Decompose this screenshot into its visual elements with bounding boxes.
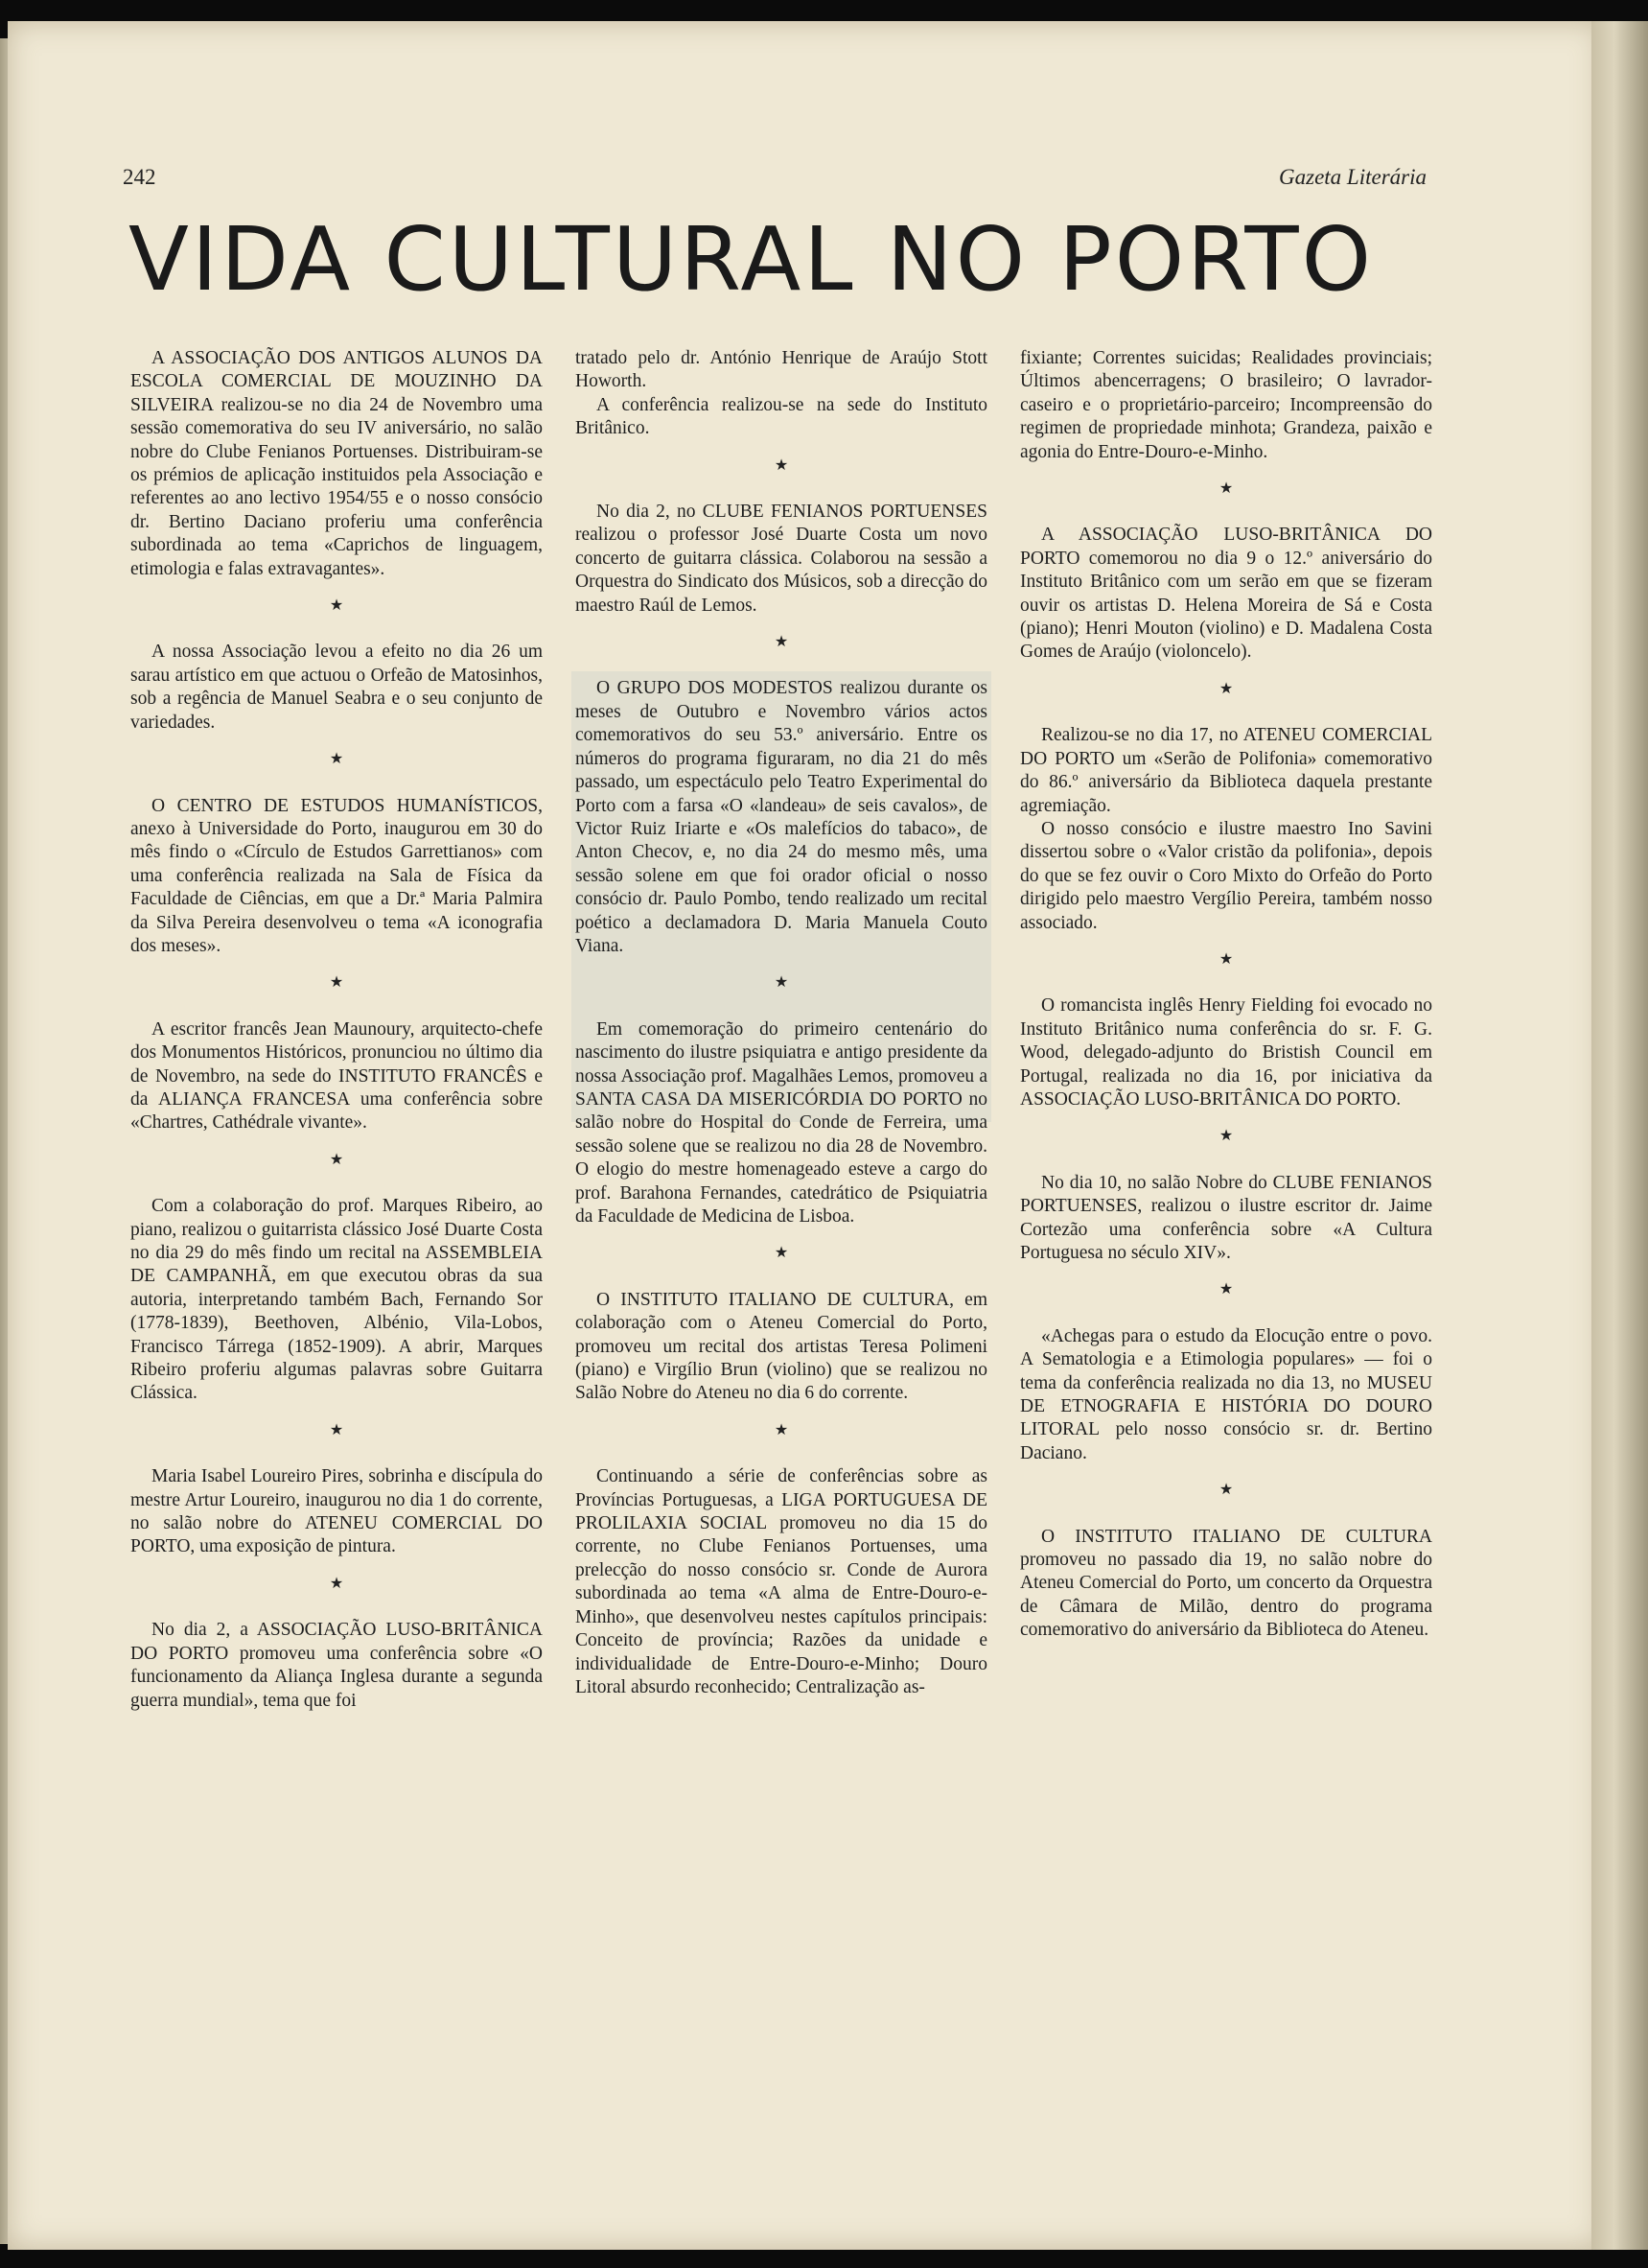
separator-star: ★ xyxy=(329,974,344,992)
column-1 xyxy=(130,347,543,1713)
news-paragraph: A conferência realizou-se na sede do Instituto Britânico. xyxy=(575,394,987,439)
news-item xyxy=(130,1018,543,1135)
news-paragraph: Em comemoração do primeiro centenário do nascimento do ilustre psiquiatra e antigo presidente da nossa Associação prof. Magalhães Lemos, promoveu a SANTA CASA DA MISERICÓRDIA DO PORTO no salão nobre do Hospital do Conde de Ferreira, uma sessão solene que se realizou no dia 28 de Novembro. O elogio do mestre homenageado esteve a cargo do prof. Barahona Fernandes, catedrático de Psiquiatria da Faculdade de Medicina de Lisboa. xyxy=(575,1018,987,1227)
news-paragraph: O INSTITUTO ITALIANO DE CULTURA, em colaboração com o Ateneu Comercial do Porto, promoveu um recital dos artistas Teresa Polimeni (piano) e Virgílio Brun (violino) que se realizou no Salão Nobre do Ateneu no dia 6 do corrente. xyxy=(575,1289,987,1404)
separator-star: ★ xyxy=(329,597,344,615)
page-number: 242 xyxy=(123,165,156,189)
journal-name: Gazeta Literária xyxy=(1279,165,1427,189)
news-item xyxy=(1020,1172,1432,1266)
news-paragraph: No dia 10, no salão Nobre do CLUBE FENIANOS PORTUENSES, realizou o ilustre escritor dr. Jaime Cortezão uma conferência sobre «A Cultura Portuguesa no século XIV». xyxy=(1020,1172,1432,1263)
news-item xyxy=(130,1465,543,1559)
news-item xyxy=(575,1289,987,1406)
news-item xyxy=(1020,347,1432,464)
news-item xyxy=(130,347,543,581)
separator-star: ★ xyxy=(774,456,789,474)
news-paragraph: O INSTITUTO ITALIANO DE CULTURA promoveu no passado dia 19, no salão nobre do Ateneu Comercial do Porto, um concerto da Orquestra de Câmara de Milão, dentro do programa comemorativo do aniversário da Biblioteca do Ateneu. xyxy=(1020,1526,1432,1641)
separator-star: ★ xyxy=(329,1575,344,1592)
column-3 xyxy=(1020,347,1432,1643)
separator-star: ★ xyxy=(1219,1482,1234,1499)
news-item xyxy=(575,1018,987,1229)
separator-star: ★ xyxy=(329,751,344,768)
news-paragraph: O CENTRO DE ESTUDOS HUMANÍSTICOS, anexo à Universidade do Porto, inaugurou em 30 do mês findo o «Círculo de Estudos Garrettianos» com uma conferência realizada na Sala de Física da Faculdade de Ciências, em que a Dr.ª Maria Palmira da Silva Pereira desenvolveu o tema «A iconografia dos meses». xyxy=(130,795,543,956)
news-item xyxy=(130,641,543,735)
news-paragraph: A ASSOCIAÇÃO LUSO-BRITÂNICA DO PORTO comemorou no dia 9 o 12.º aniversário do Instituto Britânico com um serão em que se fizeram ouvir os artistas D. Helena Moreira de Sá e Costa (piano); Henri Mouton (violino) e D. Madalena Costa Gomes de Araújo (violoncelo). xyxy=(1020,525,1432,663)
news-item xyxy=(1020,1526,1432,1643)
separator-star: ★ xyxy=(1219,1281,1234,1298)
news-paragraph: «Achegas para o estudo da Elocução entre o povo. A Sematologia e a Etimologia populares» — foi o tema da conferência realizada no dia 13, no MUSEU DE ETNOGRAFIA E HISTÓRIA DO DOURO LITORAL pelo nosso consócio sr. dr. Bertino Daciano. xyxy=(1020,1325,1432,1463)
news-item xyxy=(1020,724,1432,935)
separator-star: ★ xyxy=(329,1421,344,1438)
separator-star: ★ xyxy=(1219,480,1234,498)
news-paragraph: Continuando a série de conferências sobre as Províncias Portuguesas, a LIGA PORTUGUESA DE PROLILAXIA SOCIAL promoveu no dia 15 do corrente, no Clube Fenianos Portuenses, uma prelecção do nosso consócio sr. Conde de Aurora subordinada ao tema «A alma de Entre-Douro-e-Minho», que desenvolveu nestes capítulos principais: Conceito de província; Razões da unidade e individualidade de Entre-Douro-e-Minho; Douro Litoral absurdo reconhecido; Centralização as- xyxy=(575,1466,987,1697)
page-header xyxy=(123,165,1427,194)
news-item xyxy=(1020,1325,1432,1465)
news-item xyxy=(1020,524,1432,664)
separator-star: ★ xyxy=(1219,1128,1234,1145)
column-2 xyxy=(575,347,987,1699)
news-item xyxy=(130,1619,543,1713)
separator-star: ★ xyxy=(329,1151,344,1168)
separator-star: ★ xyxy=(774,634,789,651)
news-paragraph: tratado pelo dr. António Henrique de Araújo Stott Howorth. xyxy=(575,348,987,392)
news-paragraph: fixiante; Correntes suicidas; Realidades provinciais; Últimos abencerragens; O brasileiro; O lavrador-caseiro e o proprietário-parceiro; Incompreensão do regimen de propriedade minhota; Grandeza, paixão e agonia do Entre-Douro-e-Minho. xyxy=(1020,348,1432,462)
news-item xyxy=(130,795,543,959)
news-paragraph: Realizou-se no dia 17, no ATENEU COMERCIAL DO PORTO um «Serão de Polifonia» comemorativo do 86.º aniversário da Biblioteca daquela prestante agremiação. xyxy=(1020,725,1432,816)
news-item xyxy=(575,1465,987,1699)
news-paragraph: O romancista inglês Henry Fielding foi evocado no Instituto Britânico numa conferência do sr. F. G. Wood, delegado-adjunto do Bristish Council em Portugal, realizada no dia 16, por iniciativa da ASSOCIAÇÃO LUSO-BRITÂNICA DO PORTO. xyxy=(1020,995,1432,1110)
separator-star: ★ xyxy=(1219,950,1234,968)
next-page-edge xyxy=(1591,21,1648,2250)
news-item xyxy=(130,1195,543,1406)
news-item xyxy=(575,347,987,441)
page-title: VIDA CULTURAL NO PORTO xyxy=(128,208,1375,311)
news-paragraph: O nosso consócio e ilustre maestro Ino Savini dissertou sobre o «Valor cristão da polifonia», depois do que se fez ouvir o Coro Mixto do Orfeão do Porto dirigido pelo maestro Vergílio Pereira, também nosso associado. xyxy=(1020,818,1432,933)
news-paragraph: No dia 2, no CLUBE FENIANOS PORTUENSES realizou o professor José Duarte Costa um novo concerto de guitarra clássica. Colaborou na sessão a Orquestra do Sindicato dos Músicos, sob a direcção do maestro Raúl de Lemos. xyxy=(575,502,987,616)
news-paragraph: O GRUPO DOS MODESTOS realizou durante os meses de Outubro e Novembro vários actos comemorativos do seu 53.º aniversário. Entre os números do programa figuraram, no dia 21 do mês passado, um espectáculo pelo Teatro Experimental do Porto com a farsa «O «landeau» de seis cavalos», de Victor Ruiz Iriarte e «Os malefícios do tabaco», de Anton Checov, e, no dia 24 do mesmo mês, uma sessão solene em que foi orador oficial o nosso consócio dr. Paulo Pombo, tendo realizado um recital poético a declamadora D. Maria Manuela Couto Viana. xyxy=(575,678,987,956)
news-paragraph: No dia 2, a ASSOCIAÇÃO LUSO-BRITÂNICA DO PORTO promoveu uma conferência sobre «O funcionamento da Aliança Inglesa durante a segunda guerra mundial», tema que foi xyxy=(130,1620,543,1711)
news-item xyxy=(1020,994,1432,1111)
news-paragraph: A escritor francês Jean Maunoury, arquitecto-chefe dos Monumentos Históricos, pronunciou no último dia de Novembro, na sede do INSTITUTO FRANCÊS e da ALIANÇA FRANCESA uma conferência sobre «Chartres, Cathédrale vivante». xyxy=(130,1018,543,1134)
separator-star: ★ xyxy=(774,1245,789,1262)
separator-star: ★ xyxy=(774,1421,789,1438)
news-paragraph: Maria Isabel Loureiro Pires, sobrinha e discípula do mestre Artur Loureiro, inaugurou no dia 1 do corrente, no salão nobre do ATENEU COMERCIAL DO PORTO, uma exposição de pintura. xyxy=(130,1466,543,1557)
separator-star: ★ xyxy=(774,974,789,992)
news-paragraph: Com a colaboração do prof. Marques Ribeiro, ao piano, realizou o guitarrista clássico José Duarte Costa no dia 29 do mês findo um recital na ASSEMBLEIA DE CAMPANHÃ, em que executou obras da sua autoria, interpretando também Bach, Fernando Sor (1778-1839), Beethoven, Albénio, Vila-Lobos, Francisco Tárrega (1852-1909). A abrir, Marques Ribeiro proferiu algumas palavras sobre Guitarra Clássica. xyxy=(130,1196,543,1404)
news-paragraph: A ASSOCIAÇÃO DOS ANTIGOS ALUNOS DA ESCOLA COMERCIAL DE MOUZINHO DA SILVEIRA realizou-se no dia 24 de Novembro uma sessão comemorativa do seu IV aniversário, no salão nobre do Clube Fenianos Portuenses. Distribuiram-se os prémios de aplicação instituidos pela Associação e referentes ao ano lectivo 1954/55 e o nosso consócio dr. Bertino Daciano proferiu uma conferência subordinada ao tema «Caprichos de linguagem, etimologia e falas extravagantes». xyxy=(130,348,543,579)
news-item xyxy=(575,501,987,618)
news-item xyxy=(575,677,987,958)
separator-star: ★ xyxy=(1219,680,1234,697)
news-paragraph: A nossa Associação levou a efeito no dia 26 um sarau artístico em que actuou o Orfeão de Matosinhos, sob a regência de Manuel Seabra e o seu conjunto de variedades. xyxy=(130,642,543,733)
